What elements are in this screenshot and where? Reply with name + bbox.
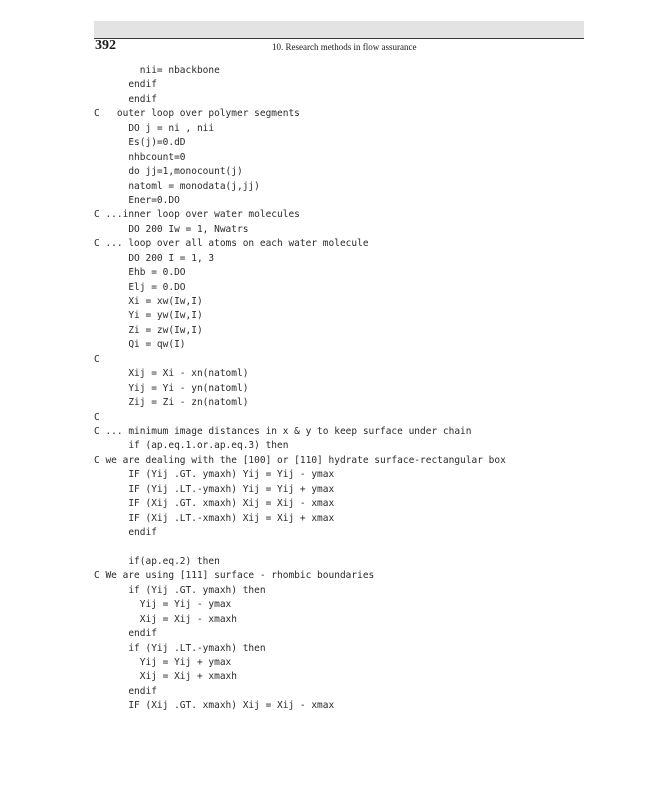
code-line: nhbcount=0 (94, 151, 186, 163)
code-line: if (ap.eq.1.or.ap.eq.3) then (94, 440, 289, 452)
code-line: endif (94, 79, 157, 91)
code-line: endif (94, 628, 157, 640)
code-line: IF (Xij .LT.-xmaxh) Xij = Xij + xmax (94, 512, 335, 524)
code-line: C ... minimum image distances in x & y to keep surface under chain (94, 425, 472, 437)
code-line: Qi = qw(I) (94, 339, 186, 351)
code-listing (94, 64, 506, 714)
code-line: IF (Yij .LT.-ymaxh) Yij = Yij + ymax (94, 483, 335, 495)
code-line: if (Yij .LT.-ymaxh) then (94, 642, 266, 654)
page-number: 392 (95, 38, 116, 53)
code-line: Es(j)=0.dD (94, 137, 186, 149)
code-line: Yij = Yij - ymax (94, 599, 232, 611)
code-line: Ehb = 0.DO (94, 267, 186, 279)
code-line: endif (94, 685, 157, 697)
page-header-bar (94, 21, 584, 39)
code-line: C (94, 353, 100, 365)
code-line: Xij = Xi - xn(natoml) (94, 368, 249, 380)
code-line: Yi = yw(Iw,I) (94, 310, 203, 322)
code-line: if (Yij .GT. ymaxh) then (94, 584, 266, 596)
code-line: Ener=0.DO (94, 194, 180, 206)
code-line: Yij = Yij + ymax (94, 656, 232, 668)
code-line: Xi = xw(Iw,I) (94, 296, 203, 307)
code-line: DO 200 Iw = 1, Nwatrs (94, 223, 249, 235)
code-line: Yij = Yi - yn(natoml) (94, 382, 249, 394)
code-line (94, 540, 506, 554)
code-line: C (94, 411, 100, 423)
code-line: C We are using [111] surface - rhombic boundaries (94, 570, 375, 582)
code-line: do jj=1,monocount(j) (94, 166, 243, 178)
code-line: IF (Xij .GT. xmaxh) Xij = Xij - xmax (94, 700, 335, 712)
code-line: DO 200 I = 1, 3 (94, 252, 215, 264)
code-line: C ... loop over all atoms on each water molecule (94, 238, 369, 250)
code-line: natoml = monodata(j,jj) (94, 180, 260, 192)
code-line: Xij = Xij - xmaxh (94, 613, 237, 625)
code-line: DO j = ni , nii (94, 122, 215, 134)
code-line: Elj = 0.DO (94, 281, 186, 293)
code-line: nii= nbackbone (94, 65, 220, 76)
code-line: Xij = Xij + xmaxh (94, 671, 237, 683)
code-line: C ...inner loop over water molecules (94, 209, 300, 221)
code-line: Zi = zw(Iw,I) (94, 324, 203, 336)
code-line: endif (94, 93, 157, 105)
code-line: IF (Xij .GT. xmaxh) Xij = Xij - xmax (94, 498, 335, 510)
code-line: Zij = Zi - zn(natoml) (94, 397, 249, 409)
code-line: C outer loop over polymer segments (94, 108, 300, 120)
code-line: IF (Yij .GT. ymaxh) Yij = Yij - ymax (94, 469, 335, 481)
code-line: endif (94, 527, 157, 538)
code-line: if(ap.eq.2) then (94, 555, 220, 567)
running-title: 10. Research methods in flow assurance (272, 42, 417, 52)
code-line: C we are dealing with the [100] or [110] hydrate surface-rectangular box (94, 454, 506, 466)
